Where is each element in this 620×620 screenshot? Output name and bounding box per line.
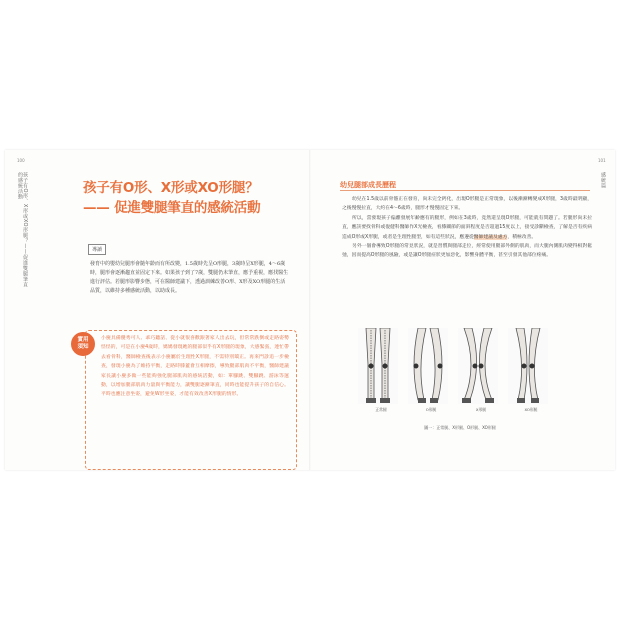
right-page-number: 101 <box>598 158 606 163</box>
left-page <box>5 150 310 470</box>
leg-label-x: X形腿 <box>475 407 487 412</box>
article-title <box>83 178 298 218</box>
section-title: 幼兒腿部成長歷程 <box>340 181 396 189</box>
tip-text <box>101 334 289 400</box>
leg-figure-x <box>458 328 498 404</box>
body-paragraph-2 <box>342 214 592 242</box>
left-running-header: 孩子有O形、X形或XO形腿？——促進雙腿筆直的感統活動 <box>17 172 28 288</box>
tip-badge-label: 實用須知 <box>77 337 89 350</box>
leg-illustration <box>350 328 550 408</box>
right-running-header: 感統篇 <box>600 172 606 189</box>
section-divider <box>340 190 590 191</box>
leg-label-normal: 正常腿 <box>375 407 387 412</box>
body-paragraph-1: 幼兒在1.5歲以前骨骼正在發育，尚未完全鈣化，出現O形腿是正常現象，以後漸漸轉變成X形腿，3歲時最明顯，之後慢慢拉直，大約在4～6歲時，腿形才慢慢固定下來。 <box>342 197 592 212</box>
body-paragraph-2-text: 所以，當發現孩子偏離發展年齡應有的腿形，例如在3歲時，竟然還呈現O形腿，可能就有問題了。若腿形尚未拉直，應該要找骨科或復健科醫師作X光檢查，看膝關節的面斜程度是否超過15度以上，接受診斷檢查，了解是否有疾病造成O形或X形腿，或者是生理性腿型，如有這些狀況，應遵從醫師建議及處方，積極改善。 <box>342 215 592 240</box>
leg-figure-xo <box>508 328 548 404</box>
highlighted-phrase: 醫師建議及處方 <box>473 234 508 240</box>
tip-badge <box>71 332 95 356</box>
book-spread <box>5 150 615 470</box>
leg-label-xo: XO形腿 <box>524 407 538 412</box>
leg-label-o: O形腿 <box>425 407 437 412</box>
guide-label: 導讀 <box>88 244 106 255</box>
title-line-1: 孩子有O形、X形或XO形腿？ <box>83 180 259 196</box>
leg-figure-o <box>408 328 448 404</box>
body-text <box>342 195 592 261</box>
leg-figure-normal <box>358 328 398 404</box>
title-line-2: —— 促進雙腿筆直的感統活動 <box>83 200 261 216</box>
body-paragraph-3: 另外一個會導致O形腿的常見狀況，就是習慣與腿部走位，經常使用腿部外側的肌肉，而大腿內側肌肉變得相對鬆弛，因而提高O形腿的風險，或是讓O形腿症狀更加惡化，影響身體平衡，甚至引發其他部位疼痛。 <box>342 244 592 259</box>
intro-text <box>90 260 290 296</box>
tip-paragraph: 小慶具備優秀可人、乖巧聽話、從小就很喜歡跟著家人出去玩，但常常跌倒或走路姿勢怪怪的，可是在小慶4歲時，媽媽發現她的腿部似乎有X形腿的現象，大感緊張，連忙帶去看骨科，醫師檢查後表示小慶屬於生理性X形腿，不需特別矯正。再來門診追一步檢查，發現小慶為了維持平衡，走路時膝蓋會互相摩擦，導致腿部肌肉不平衡，醫師建議家長讓小慶多做一些能夠強化腿部肌肉的感統活動，如：單腳跳、雙腳跳、游泳等運動，以增加腿部肌肉力量與平衡能力，讓雙腿逐漸筆直，同時也能提升孩子的自信心。平時也應注意坐姿，避免W形坐姿，才能有效改善X形腿的情形。 <box>101 336 289 398</box>
intro-paragraph: 發育中的嬰幼兒腿形會隨年齡而有所改變，1.5歲時先呈O形腿，3歲時呈X形腿，4～6歲時，腿形會逐漸趨直並固定下來。如果孩子到了7歲，雙腿仍未筆直，應予重視，應找醫生進行評估。若腿形影響步態，可在醫師建議下，透過訓練改善O形、X形及XO形腿的生活品質，以維持多種感統活動，以助成長。 <box>90 261 289 294</box>
left-page-number: 100 <box>17 158 25 163</box>
right-page <box>310 150 615 470</box>
figure-caption: 圖一：正常腿、X形腿、O形腿、XO形腿 <box>424 425 496 430</box>
